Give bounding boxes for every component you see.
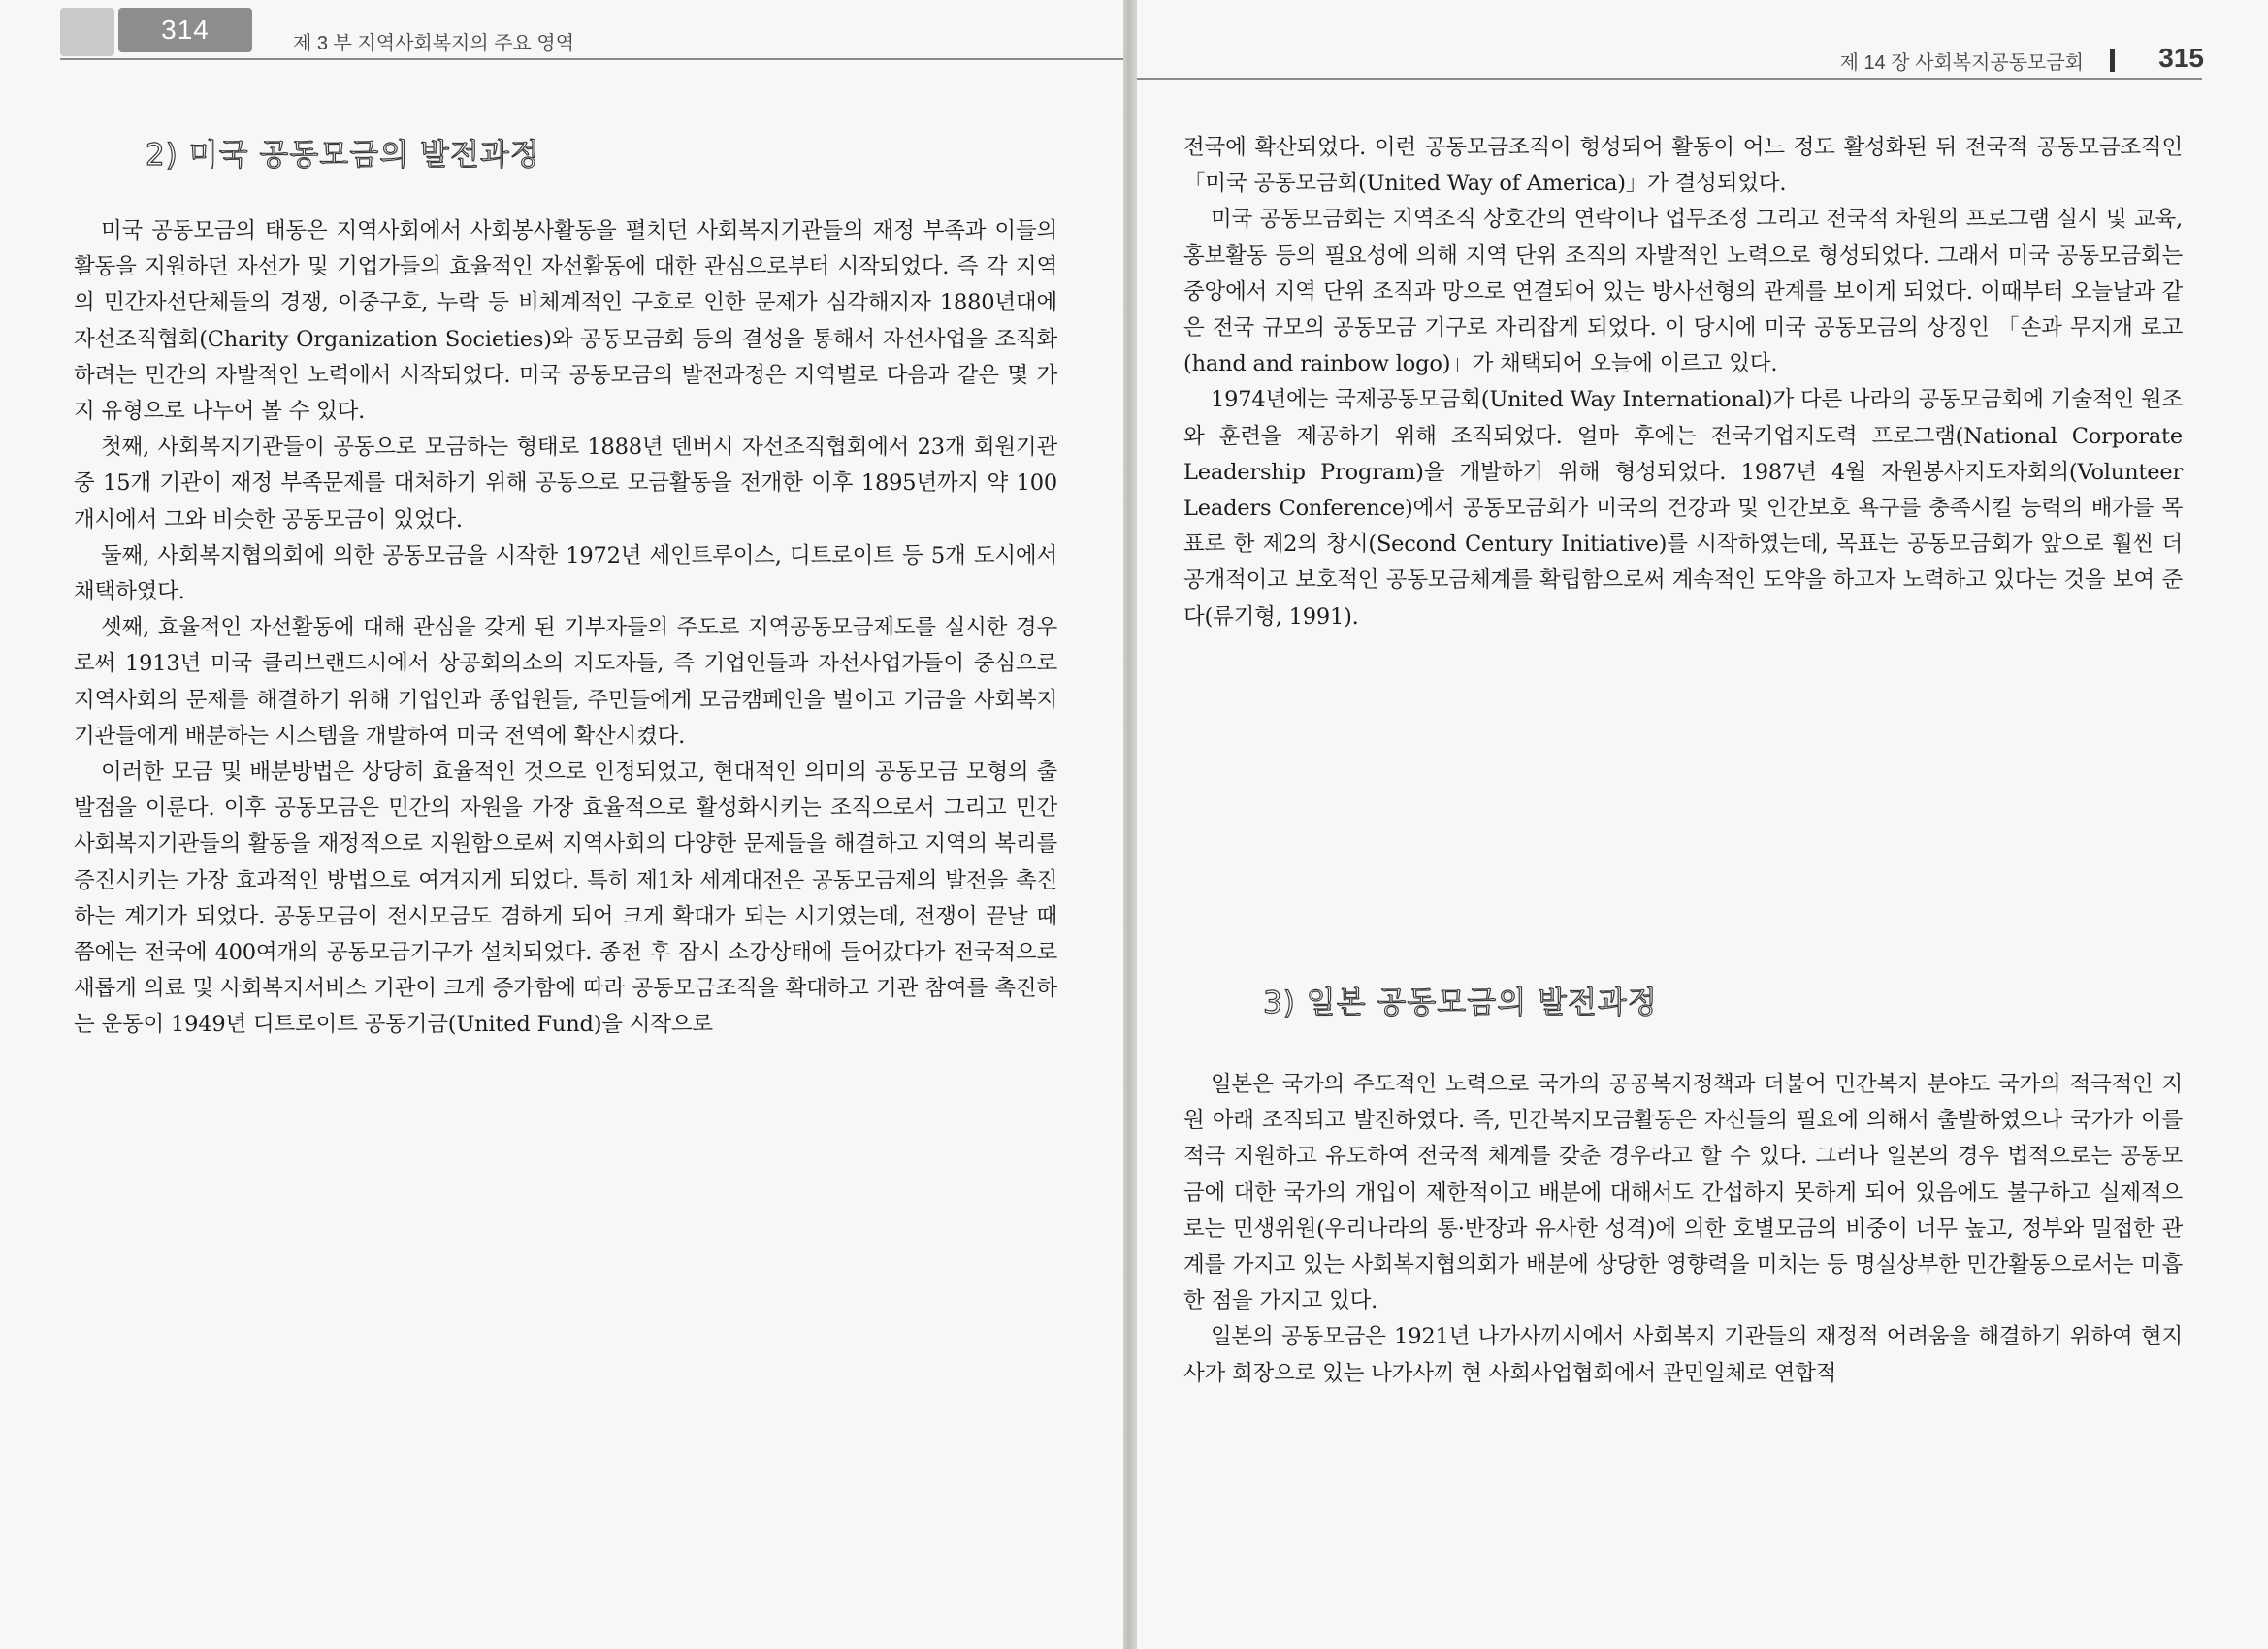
left-page xyxy=(0,0,1123,1649)
paragraph: 미국 공동모금회는 지역조직 상호간의 연락이나 업무조정 그리고 전국적 차원의 프로그램 실시 및 교육, 홍보활동 등의 필요성에 의해 지역 단위 조직의 자발적인 노력으로 형성되었다. 그래서 미국 공동모금회는 중앙에서 지역 단위 조직과 망으로 연결되어 있는 방사선형의 관계를 보이게 되었다. 이때부터 오늘날과 같은 전국 규모의 공동모금 기구로 자리잡게 되었다. 이 당시에 미국 공동모금의 상징인 「손과 무지개 로고(hand and rainbow logo)」가 채택되어 오늘에 이르고 있다. xyxy=(1183,207,2183,377)
book-spine xyxy=(1123,0,1137,1649)
paragraph: 일본은 국가의 주도적인 노력으로 국가의 공공복지정책과 더불어 민간복지 분야도 국가의 적극적인 지원 아래 조직되고 발전하였다. 즉, 민간복지모금활동은 자신들의 필요에 의해서 출발하였으나 국가가 이를 적극 지원하고 유도하여 전국적 체계를 갖춘 경우라고 할 수 있다. 그러나 일본의 경우 법적으로는 공동모금에 대한 국가의 개입이 제한적이고 배분에 대해서도 간섭하지 못하게 되어 있음에도 불구하고 실제적으로는 민생위원(우리나라의 통·반장과 유사한 성격)에 의한 호별모금의 비중이 너무 높고, 정부와 밀접한 관계를 가지고 있는 사회복지협의회가 배분에 상당한 영향력을 미치는 등 명실상부한 민간활동으로서는 미흡한 점을 가지고 있다. xyxy=(1183,1072,2183,1314)
header-rule xyxy=(60,58,1123,60)
paragraph: 셋째, 효율적인 자선활동에 대해 관심을 갖게 된 기부자들의 주도로 지역공동모금제도를 실시한 경우로써 1913년 미국 클리브랜드시에서 상공회의소의 지도자들, 즉 기업인들과 자선사업가들이 중심으로 지역사회의 문제를 해결하기 위해 기업인과 종업원들, 주민들에게 모금캠페인을 벌이고 기금을 사회복지기관들에게 배분하는 시스템을 개발하여 미국 전역에 확산시켰다. xyxy=(74,615,1057,749)
paragraph: 전국에 확산되었다. 이런 공동모금조직이 형성되어 활동이 어느 정도 활성화된 뒤 전국적 공동모금조직인 「미국 공동모금회(United Way of America)」가 결성되었다. xyxy=(1183,135,2183,197)
left-running-head: 제 3 부 지역사회복지의 주요 영역 xyxy=(293,33,575,54)
paragraph: 둘째, 사회복지협의회에 의한 공동모금을 시작한 1972년 세인트루이스, 디트로이트 등 5개 도시에서 채택하였다. xyxy=(74,542,1057,605)
header-separator xyxy=(2110,48,2115,72)
right-body-text-bottom xyxy=(1183,1067,2183,1392)
left-body-text xyxy=(74,213,1057,1044)
paragraph: 미국 공동모금의 태동은 지역사회에서 사회봉사활동을 펼치던 사회복지기관들의 재정 부족과 이들의 활동을 지원하던 자선가 및 기업가들의 효율적인 자선활동에 대한 관심으로부터 시작되었다. 즉 각 지역의 민간자선단체들의 경쟁, 이중구호, 누락 등 비체계적인 구호로 인한 문제가 심각해지자 1880년대에 자선조직협회(Charity Organization Societies)와 공동모금회 등의 결성을 통해서 자선사업을 조직화하려는 민간의 자발적인 노력에서 시작되었다. 미국 공동모금의 발전과정은 지역별로 다음과 같은 몇 가지 유형으로 나누어 볼 수 있다. xyxy=(74,218,1057,425)
right-running-head: 제 14 장 사회복지공동모금회 xyxy=(1839,52,2084,74)
paragraph: 일본의 공동모금은 1921년 나가사끼시에서 사회복지 기관들의 재정적 어려움을 해결하기 위하여 현지사가 회장으로 있는 나가사끼 현 사회사업협회에서 관민일체로 연합적 xyxy=(1183,1324,2183,1386)
paragraph: 이러한 모금 및 배분방법은 상당히 효율적인 것으로 인정되었고, 현대적인 의미의 공동모금 모형의 출발점을 이룬다. 이후 공동모금은 민간의 자원을 가장 효율적으로 활성화시키는 조직으로서 그리고 민간 사회복지기관들의 활동을 재정적으로 지원함으로써 지역사회의 다양한 문제들을 해결하고 지역의 복리를 증진시키는 가장 효과적인 방법으로 여겨지게 되었다. 특히 제1차 세계대전은 공동모금제의 발전을 촉진하는 계기가 되었다. 공동모금이 전시모금도 겸하게 되어 크게 확대가 되는 시기였는데, 전쟁이 끝날 때 쯤에는 전국에 400여개의 공동모금기구가 설치되었다. 종전 후 잠시 소강상태에 들어갔다가 전국적으로 새롭게 의료 및 사회복지서비스 기관이 크게 증가함에 따라 공동모금조직을 확대하고 기관 참여를 촉진하는 운동이 1949년 디트로이트 공동기금(United Fund)을 시작으로 xyxy=(74,760,1057,1038)
section-title-japan: 3) 일본 공동모금의 발전과정 xyxy=(1263,986,1658,1020)
right-page xyxy=(1137,0,2268,1649)
paragraph: 첫째, 사회복지기관들이 공동으로 모금하는 형태로 1888년 덴버시 자선조직협회에서 23개 회원기관 중 15개 기관이 재정 부족문제를 대처하기 위해 공동으로 모금활동을 전개한 이후 1895년까지 약 100개시에서 그와 비슷한 공동모금이 있었다. xyxy=(74,435,1057,533)
paragraph: 1974년에는 국제공동모금회(United Way International)가 다른 나라의 공동모금회에 기술적인 원조와 훈련을 제공하기 위해 조직되었다. 얼마 후에는 전국기업지도력 프로그램(National Corporate Leadership Program)을 개발하기 위해 형성되었다. 1987년 4월 자원봉사지도자회의(Volunteer Leaders Conference)에서 공동모금회가 미국의 건강과 및 인간보호 욕구를 충족시킬 능력의 배가를 목표로 한 제2의 창시(Second Century Initiative)를 시작하였는데, 목표는 공동모금회가 앞으로 훨씬 더 공개적이고 보호적인 공동모금체계를 확립함으로써 계속적인 도약을 하고자 노력하고 있다는 것을 보여 준다(류기형, 1991). xyxy=(1183,387,2183,630)
right-page-number: 315 xyxy=(2158,43,2204,73)
section-title-us: 2) 미국 공동모금의 발전과정 xyxy=(146,138,540,173)
right-body-text-top xyxy=(1183,130,2183,635)
header-tab-decoration xyxy=(60,8,114,56)
left-page-number: 314 xyxy=(118,8,252,52)
header-rule xyxy=(1137,78,2202,80)
